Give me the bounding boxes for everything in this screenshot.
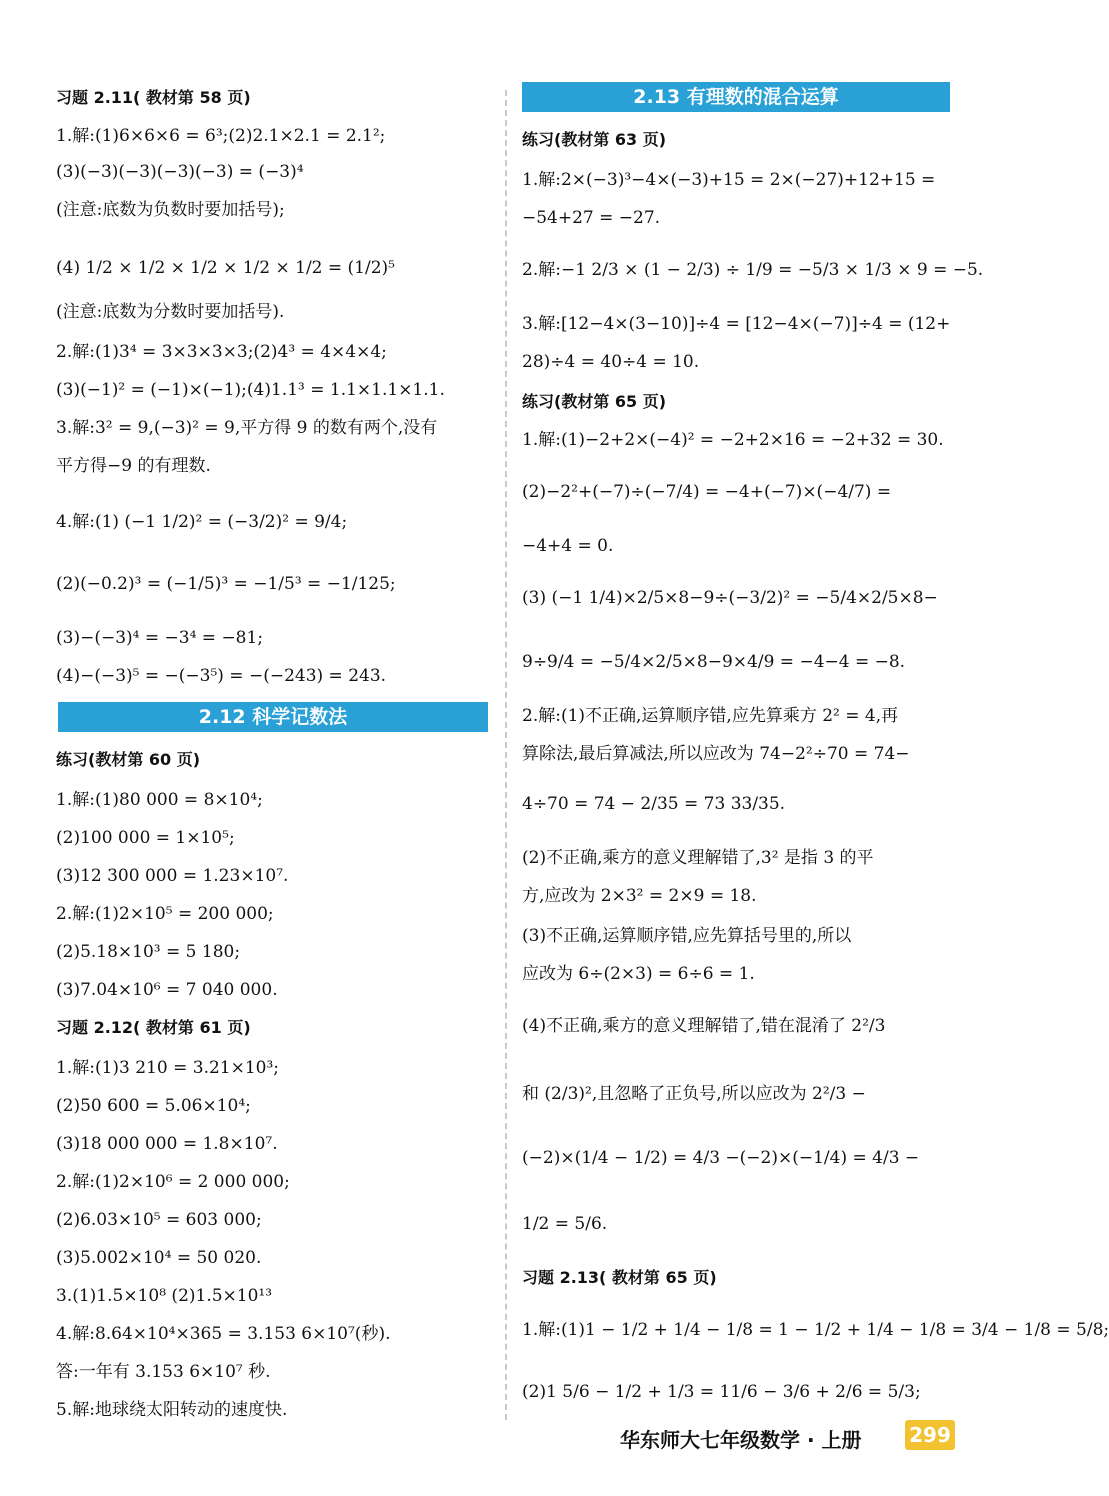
solution-line: 2.解:(1)3⁴ = 3×3×3×3;(2)4³ = 4×4×4; xyxy=(56,342,387,362)
solution-line: 1.解:(1)3 210 = 3.21×10³; xyxy=(56,1058,280,1078)
solution-line: (3)12 300 000 = 1.23×10⁷. xyxy=(56,866,289,886)
solution-line: (2)−2²+(−7)÷(−7/4) = −4+(−7)×(−4/7) = xyxy=(522,482,892,502)
solution-line: 1.解:(1)1 − 1/2 + 1/4 − 1/8 = 1 − 1/2 + 1/4 − 1/8 = 3/4 − 1/8 = 5/8; xyxy=(522,1320,1109,1340)
solution-line: 4÷70 = 74 − 2/35 = 73 33/35. xyxy=(522,794,786,814)
solution-line: 3.(1)1.5×10⁸ (2)1.5×10¹³ xyxy=(56,1286,273,1306)
solution-line: (3) (−1 1/4)×2/5×8−9÷(−3/2)² = −5/4×2/5×8− xyxy=(522,588,938,608)
solution-line: 4.解:(1) (−1 1/2)² = (−3/2)² = 9/4; xyxy=(56,512,348,532)
solution-line: (2)5.18×10³ = 5 180; xyxy=(56,942,241,962)
solution-line: (4)−(−3)⁵ = −(−3⁵) = −(−243) = 243. xyxy=(56,666,387,686)
solution-line: 5.解:地球绕太阳转动的速度快. xyxy=(56,1400,288,1420)
solution-line: 1.解:2×(−3)³−4×(−3)+15 = 2×(−27)+12+15 = xyxy=(522,170,936,190)
solution-line: 1.解:(1)80 000 = 8×10⁴; xyxy=(56,790,263,810)
exercise-heading: 练习(教材第 60 页) xyxy=(56,750,201,769)
solution-line: (3)(−1)² = (−1)×(−1);(4)1.1³ = 1.1×1.1×1.1. xyxy=(56,380,445,400)
solution-line: (3)18 000 000 = 1.8×10⁷. xyxy=(56,1134,278,1154)
solution-line: (−2)×(1/4 − 1/2) = 4/3 −(−2)×(−1/4) = 4/3 − xyxy=(522,1148,920,1168)
page-number: 299 xyxy=(905,1420,955,1450)
solution-line: 3.解:[12−4×(3−10)]÷4 = [12−4×(−7)]÷4 = (12+ xyxy=(522,314,951,334)
solution-line: (4)不正确,乘方的意义理解错了,错在混淆了 2²/3 xyxy=(522,1016,886,1036)
solution-line: 答:一年有 3.153 6×10⁷ 秒. xyxy=(56,1362,271,1382)
solution-line: 1/2 = 5/6. xyxy=(522,1214,608,1234)
exercise-heading: 练习(教材第 63 页) xyxy=(522,130,667,149)
exercise-heading: 习题 2.12( 教材第 61 页) xyxy=(56,1018,251,1037)
solution-line: 28)÷4 = 40÷4 = 10. xyxy=(522,352,700,372)
solution-line: (注意:底数为分数时要加括号). xyxy=(56,302,285,322)
solution-line: 2.解:−1 2/3 × (1 − 2/3) ÷ 1/9 = −5/3 × 1/3 × 9 = −5. xyxy=(522,260,984,280)
section-banner-2-12 xyxy=(58,702,488,732)
solution-line: −4+4 = 0. xyxy=(522,536,614,556)
solution-line: (4) 1/2 × 1/2 × 1/2 × 1/2 × 1/2 = (1/2)⁵ xyxy=(56,258,395,278)
section-banner-2-13 xyxy=(522,82,950,112)
solution-line: 9÷9/4 = −5/4×2/5×8−9×4/9 = −4−4 = −8. xyxy=(522,652,906,672)
solution-line: −54+27 = −27. xyxy=(522,208,661,228)
exercise-heading: 练习(教材第 65 页) xyxy=(522,392,667,411)
solution-line: 平方得−9 的有理数. xyxy=(56,456,211,476)
solution-line: (3)5.002×10⁴ = 50 020. xyxy=(56,1248,262,1268)
solution-line: (3)(−3)(−3)(−3)(−3) = (−3)⁴ xyxy=(56,162,304,182)
solution-line: 2.解:(1)不正确,运算顺序错,应先算乘方 2² = 4,再 xyxy=(522,706,899,726)
solution-line: 算除法,最后算减法,所以应改为 74−2²÷70 = 74− xyxy=(522,744,910,764)
book-title-footer: 华东师大七年级数学 · 上册 xyxy=(620,1428,862,1452)
solution-line: 3.解:3² = 9,(−3)² = 9,平方得 9 的数有两个,没有 xyxy=(56,418,438,438)
section-title-2-13: 2.13 有理数的混合运算 xyxy=(633,86,839,108)
solution-line: (2)6.03×10⁵ = 603 000; xyxy=(56,1210,262,1230)
solution-line: (2)100 000 = 1×10⁵; xyxy=(56,828,235,848)
column-divider xyxy=(505,90,507,1420)
solution-line: 1.解:(1)−2+2×(−4)² = −2+2×16 = −2+32 = 30. xyxy=(522,430,944,450)
solution-line: 1.解:(1)6×6×6 = 6³;(2)2.1×2.1 = 2.1²; xyxy=(56,126,386,146)
solution-line: (2)50 600 = 5.06×10⁴; xyxy=(56,1096,251,1116)
solution-line: (2)(−0.2)³ = (−1/5)³ = −1/5³ = −1/125; xyxy=(56,574,396,594)
solution-line: (3)不正确,运算顺序错,应先算括号里的,所以 xyxy=(522,926,852,946)
solution-line: (2)1 5/6 − 1/2 + 1/3 = 11/6 − 3/6 + 2/6 = 5/3; xyxy=(522,1382,921,1402)
solution-line: 方,应改为 2×3² = 2×9 = 18. xyxy=(522,886,757,906)
solution-line: 2.解:(1)2×10⁶ = 2 000 000; xyxy=(56,1172,290,1192)
solution-line: 4.解:8.64×10⁴×365 = 3.153 6×10⁷(秒). xyxy=(56,1324,391,1344)
solution-line: (注意:底数为负数时要加括号); xyxy=(56,200,285,220)
solution-line: (3)−(−3)⁴ = −3⁴ = −81; xyxy=(56,628,264,648)
solution-line: (2)不正确,乘方的意义理解错了,3² 是指 3 的平 xyxy=(522,848,874,868)
section-title-2-12: 2.12 科学记数法 xyxy=(198,706,348,728)
solution-line: (3)7.04×10⁶ = 7 040 000. xyxy=(56,980,278,1000)
solution-line: 和 (2/3)²,且忽略了正负号,所以应改为 2²/3 − xyxy=(522,1084,866,1104)
solution-line: 2.解:(1)2×10⁵ = 200 000; xyxy=(56,904,274,924)
exercise-heading: 习题 2.13( 教材第 65 页) xyxy=(522,1268,717,1287)
solution-line: 应改为 6÷(2×3) = 6÷6 = 1. xyxy=(522,964,755,984)
exercise-heading: 习题 2.11( 教材第 58 页) xyxy=(56,88,251,107)
